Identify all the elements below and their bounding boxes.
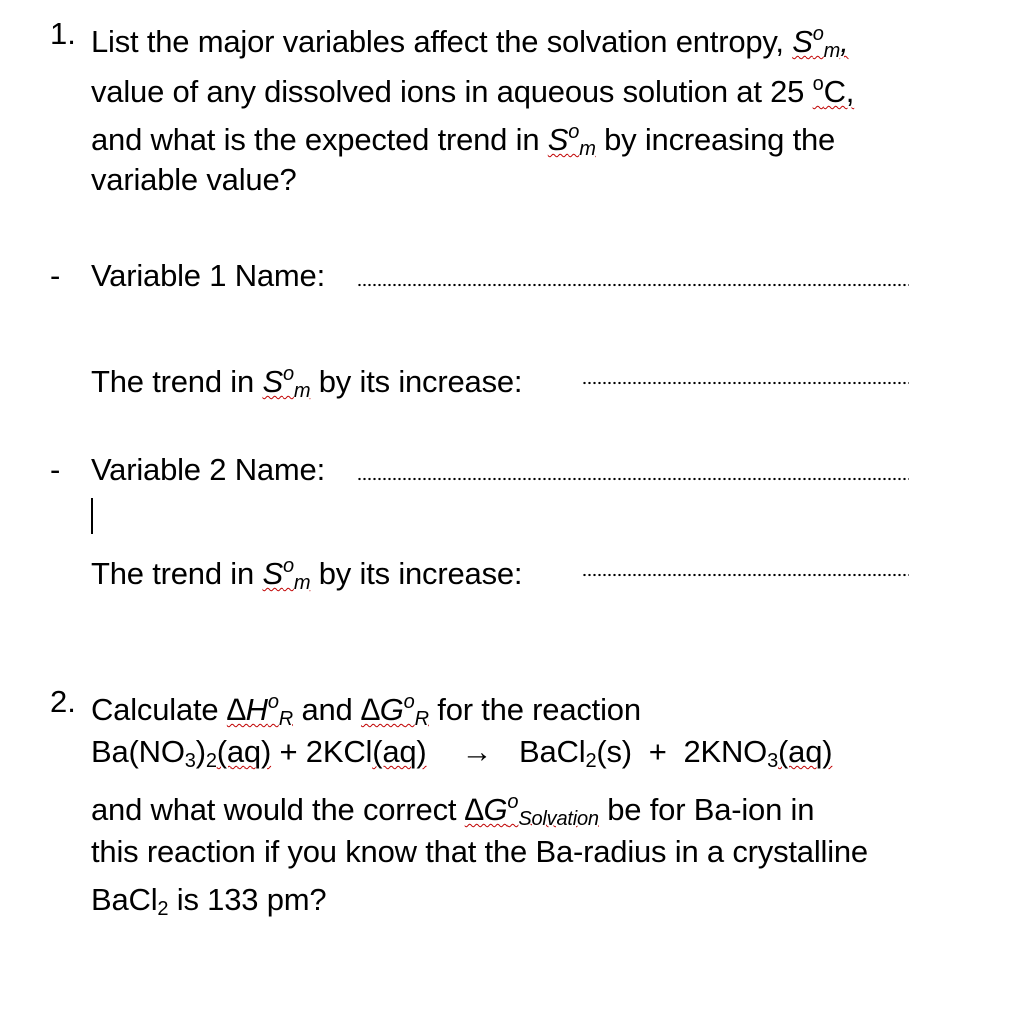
text-cursor: [91, 498, 93, 534]
q2-line-3: and what would the correct $\Delta G^o_{Solvation}$ be for Ba-ion in: [91, 791, 815, 830]
variable-1-trend-blank[interactable]: [582, 380, 909, 386]
question-2-number: 2.: [50, 684, 76, 719]
reaction-equation: $Ba(NO_3)_2(aq) + 2KCl(aq)$ → BaCl$_2$(s) + $2KNO_3(aq)$: [91, 734, 833, 772]
variable-2-name-label: Variable 2 Name:: [91, 452, 326, 487]
variable-1-trend-label: The trend in $S^o_m$ by its increase:: [91, 363, 523, 402]
bullet-dash: -: [50, 452, 61, 487]
q1-line-4: variable value?: [91, 162, 297, 197]
question-1-number: 1.: [50, 16, 76, 51]
q2-line-4: this reaction if you know that the Ba-radius in a crystalline: [91, 834, 868, 869]
variable-2-trend-blank[interactable]: [582, 572, 909, 578]
delta-g-solvation-symbol: $\Delta G^o_{Solvation}$: [464, 791, 599, 830]
variable-1-name-blank[interactable]: [357, 282, 909, 288]
delta-g-r-symbol: $\Delta G^o_R$: [360, 691, 429, 730]
symbol-s-m: $S^o_m$: [262, 555, 311, 594]
symbol-s-m: $S^o_m$: [547, 121, 596, 160]
q2-line-1: Calculate $\Delta H^o_R$ and $\Delta G^o_R$ for the reaction: [91, 691, 641, 730]
symbol-s-m: $S^o_m$: [262, 363, 311, 402]
delta-h-r-symbol: $\Delta H^o_R$: [226, 691, 294, 730]
variable-2-name-blank[interactable]: [357, 476, 909, 482]
variable-1-name-label: Variable 1 Name:: [91, 258, 326, 293]
q1-line-3: and what is the expected trend in $S^o_m$ by increasing the: [91, 121, 836, 160]
celsius-unit: $^o$C,: [812, 73, 855, 109]
q1-line-1: List the major variables affect the solvation entropy, $S^o_m$,: [91, 23, 849, 62]
q2-line-5: BaCl$_2$ is 133 pm?: [91, 882, 327, 920]
bullet-dash: -: [50, 258, 61, 293]
variable-2-trend-label: The trend in $S^o_m$ by its increase:: [91, 555, 523, 594]
symbol-s-m: $S^o_m$,: [792, 23, 849, 62]
reaction-arrow-icon: →: [461, 734, 493, 769]
q1-line-2: value of any dissolved ions in aqueous solution at 25 $^o$C,: [91, 73, 855, 109]
